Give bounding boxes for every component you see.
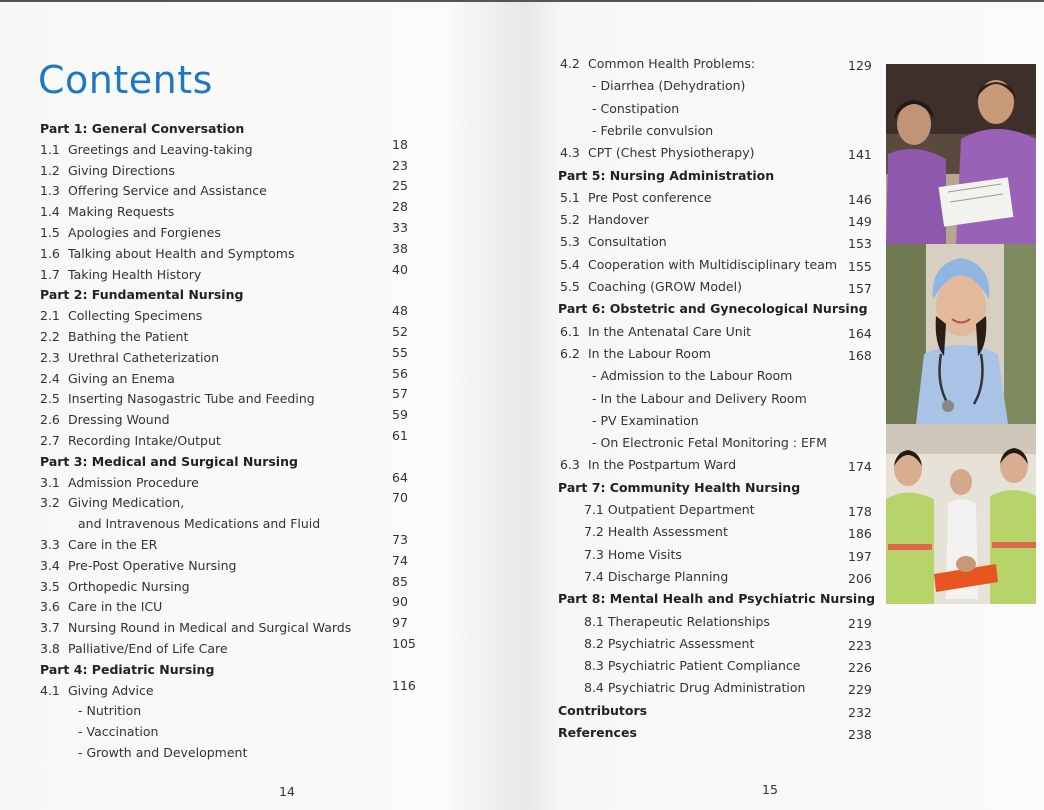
toc-entry-label: In the Postpartum Ward	[588, 457, 737, 473]
toc-entry-label: Coaching (GROW Model)	[588, 279, 742, 294]
toc-entry-label: Dressing Wound	[68, 412, 170, 428]
toc-page-number: 164	[848, 325, 872, 341]
toc-entry-label: Part 1: General Conversation	[40, 121, 245, 136]
toc-entry-number: 5.3	[560, 234, 580, 250]
toc-entry-label: 7.3 Home Visits	[584, 546, 682, 562]
page-number-right: 15	[762, 782, 778, 797]
toc-entry	[40, 142, 253, 157]
toc-entry-label: 7.1 Outpatient Department	[584, 502, 755, 517]
toc-entry	[584, 658, 800, 673]
toc-entry-number: 2.7	[40, 433, 60, 448]
toc-entry	[40, 225, 221, 240]
toc-entry-label: Pre Post conference	[588, 189, 712, 205]
toc-entry	[78, 724, 158, 739]
toc-page-number: 149	[848, 214, 872, 230]
toc-entry-label: Contributors	[558, 702, 648, 718]
toc-entry-label: Part 8: Mental Healh and Psychiatric Nursing	[558, 591, 876, 607]
toc-entry	[584, 614, 770, 629]
toc-entry-number: 3.3	[40, 537, 60, 552]
toc-entry-number: 3.6	[40, 599, 60, 615]
toc-entry-label: Collecting Specimens	[68, 308, 203, 324]
toc-entry	[40, 683, 154, 698]
toc-entry	[40, 267, 201, 282]
toc-entry	[560, 457, 736, 472]
toc-section-heading	[40, 121, 244, 136]
toc-entry	[40, 183, 267, 198]
toc-page-number: 85	[392, 573, 408, 589]
toc-entry-label: 7.4 Discharge Planning	[584, 568, 729, 584]
photo-nurses-stretcher	[886, 424, 1036, 604]
toc-entry-label: Giving Advice	[68, 682, 154, 698]
toc-entry-label: - Febrile convulsion	[592, 122, 714, 138]
toc-entry	[560, 234, 667, 249]
toc-entry-number: 5.1	[560, 189, 580, 205]
toc-entry-number: 4.2	[560, 56, 580, 71]
toc-page-number: 146	[848, 191, 872, 207]
toc-entry	[40, 620, 351, 635]
toc-page-number: 74	[392, 552, 408, 568]
toc-entry-number: 5.2	[560, 212, 580, 228]
toc-section-heading	[40, 454, 298, 469]
toc-entry-number: 2.2	[40, 329, 60, 344]
toc-page-number: 197	[848, 548, 872, 564]
toc-entry-label: Part 7: Community Health Nursing	[558, 479, 801, 495]
toc-page-number: 219	[848, 615, 872, 631]
toc-entry-number: 5.4	[560, 256, 580, 272]
toc-entry-label: and Intravenous Medications and Fluid	[78, 516, 321, 532]
toc-page-number: 40	[392, 261, 408, 277]
toc-entry-label: Part 2: Fundamental Nursing	[40, 287, 244, 303]
toc-entry	[584, 680, 805, 695]
toc-entry-label: Giving Directions	[68, 162, 175, 178]
toc-page-number: 56	[392, 365, 408, 381]
toc-entry-number: 1.4	[40, 204, 60, 220]
toc-entry-label: Nursing Round in Medical and Surgical Wards	[68, 620, 352, 636]
toc-entry-number: 3.8	[40, 641, 60, 656]
toc-entry-label: Greetings and Leaving-taking	[68, 141, 253, 157]
toc-entry	[592, 101, 679, 116]
toc-entry	[40, 579, 190, 594]
toc-entry	[40, 495, 184, 510]
toc-page-number: 232	[848, 704, 872, 720]
toc-entry-label: Making Requests	[68, 204, 175, 220]
toc-entry	[592, 78, 745, 93]
toc-entry-number: 1.3	[40, 183, 60, 199]
toc-page-number: 97	[392, 615, 408, 631]
toc-entry	[584, 524, 728, 539]
toc-entry-label: Pre-Post Operative Nursing	[68, 557, 237, 573]
toc-entry	[40, 433, 221, 448]
toc-page-number: 141	[848, 147, 872, 163]
toc-entry	[78, 703, 141, 718]
toc-page-number: 223	[848, 637, 872, 653]
toc-entry-label: Common Health Problems:	[588, 56, 756, 71]
toc-entry-number: 5.5	[560, 279, 580, 294]
right-page	[522, 0, 1044, 810]
toc-entry	[560, 145, 755, 160]
toc-page-number: 59	[392, 407, 408, 423]
toc-entry	[592, 391, 807, 406]
toc-page-number: 18	[392, 136, 408, 152]
toc-page-number: 178	[848, 504, 872, 519]
toc-entry-label: Offering Service and Assistance	[68, 183, 267, 199]
toc-entry	[592, 123, 713, 138]
toc-entry-number: 1.5	[40, 225, 60, 240]
toc-entry-label: In the Labour Room	[588, 345, 711, 361]
toc-entry-label: Orthopedic Nursing	[68, 578, 190, 594]
toc-entry-number: 1.1	[40, 141, 60, 157]
toc-page-number: 73	[392, 532, 408, 547]
toc-entry-label: Recording Intake/Output	[68, 433, 221, 448]
toc-entry	[40, 246, 294, 261]
toc-entry-label: 8.4 Psychiatric Drug Administration	[584, 680, 806, 696]
toc-entry-label: Part 4: Pediatric Nursing	[40, 661, 215, 677]
toc-entry	[40, 350, 219, 365]
toc-page-number: 90	[392, 594, 408, 610]
toc-entry-label: Apologies and Forgienes	[68, 225, 221, 240]
toc-entry-label: - PV Examination	[592, 412, 699, 428]
toc-section-heading	[40, 662, 214, 677]
photo-nurses-at-desk	[886, 64, 1036, 244]
toc-page-number: 70	[392, 490, 408, 506]
toc-page-number: 55	[392, 344, 408, 360]
toc-entry	[584, 502, 755, 517]
toc-page-number: 57	[392, 386, 408, 402]
toc-entry-label: 8.1 Therapeutic Relationships	[584, 613, 770, 629]
toc-entry-label: Handover	[588, 212, 649, 228]
toc-entry-label: Inserting Nasogastric Tube and Feeding	[68, 391, 315, 407]
toc-entry	[560, 190, 712, 205]
toc-entry-label: Consultation	[588, 234, 667, 250]
toc-entry-number: 1.6	[40, 245, 60, 261]
toc-section-heading	[40, 287, 243, 302]
toc-entry	[40, 641, 228, 656]
toc-section-heading	[558, 301, 868, 316]
toc-entry-label: Bathing the Patient	[68, 329, 189, 344]
toc-entry-number: 1.7	[40, 266, 60, 282]
toc-entry-label: Giving an Enema	[68, 370, 175, 386]
toc-entry-number: 2.3	[40, 349, 60, 365]
toc-page-number: 226	[848, 660, 872, 676]
toc-entry	[592, 435, 827, 450]
toc-entry-label: - Growth and Development	[78, 745, 248, 760]
toc-entry	[560, 324, 751, 339]
toc-section-heading	[558, 168, 774, 183]
toc-entry-number: 2.5	[40, 391, 60, 407]
toc-page-number: 174	[848, 459, 872, 475]
toc-entry-number: 2.4	[40, 370, 60, 386]
toc-page-number: 28	[392, 199, 408, 215]
toc-entry-label: - Admission to the Labour Room	[592, 368, 793, 384]
toc-entry-label: Care in the ICU	[68, 599, 163, 615]
toc-entry	[584, 636, 754, 651]
toc-entry	[584, 569, 728, 584]
toc-entry-number: 4.3	[560, 145, 580, 161]
toc-entry	[40, 371, 175, 386]
toc-entry-label: - In the Labour and Delivery Room	[592, 390, 807, 406]
toc-entry	[584, 547, 682, 562]
page-number-left: 14	[279, 784, 295, 799]
toc-entry	[40, 412, 170, 427]
toc-entry-label: - Nutrition	[78, 703, 142, 719]
toc-page-number: 168	[848, 347, 872, 363]
toc-page-number: 206	[848, 570, 872, 586]
photo-nurse-portrait	[886, 244, 1036, 424]
contents-title: Contents	[38, 58, 213, 102]
toc-page-number: 105	[392, 636, 416, 651]
toc-entry-number: 4.1	[40, 682, 60, 698]
toc-entry-label: References	[558, 725, 637, 740]
toc-page-number: 157	[848, 281, 872, 296]
toc-page-number: 153	[848, 236, 872, 252]
toc-entry	[592, 368, 792, 383]
toc-page-number: 64	[392, 469, 408, 485]
toc-entry-number: 3.2	[40, 495, 60, 511]
toc-entry	[560, 279, 742, 294]
toc-page-number: 23	[392, 157, 408, 173]
toc-entry-label: Part 3: Medical and Surgical Nursing	[40, 453, 298, 469]
top-edge	[0, 0, 522, 2]
toc-page-number: 52	[392, 324, 408, 339]
toc-page-number: 238	[848, 727, 872, 742]
toc-entry	[40, 537, 157, 552]
toc-entry-label: CPT (Chest Physiotherapy)	[588, 145, 755, 161]
toc-entry-label: - Constipation	[592, 100, 680, 116]
toc-page-number: 48	[392, 303, 408, 319]
toc-entry	[40, 475, 199, 490]
toc-entry-label: Palliative/End of Life Care	[68, 641, 228, 656]
toc-entry-label: Part 6: Obstetric and Gynecological Nursing	[558, 301, 868, 317]
toc-page-number: 155	[848, 258, 872, 274]
toc-page-number: 116	[392, 677, 416, 693]
toc-entry-label: 8.2 Psychiatric Assessment	[584, 635, 755, 651]
toc-entry-label: Giving Medication,	[68, 495, 185, 511]
toc-entry-number: 1.2	[40, 162, 60, 178]
toc-entry	[560, 257, 837, 272]
toc-section-heading	[558, 480, 800, 495]
toc-entry-number: 2.6	[40, 412, 60, 428]
toc-page-number: 229	[848, 682, 872, 698]
toc-entry-label: 7.2 Health Assessment	[584, 524, 728, 540]
toc-entry	[40, 599, 162, 614]
toc-page-number: 61	[392, 428, 408, 443]
toc-entry-label: Cooperation with Multidisciplinary team	[588, 256, 838, 272]
toc-section-heading	[558, 725, 637, 740]
toc-page-number: 38	[392, 240, 408, 256]
toc-page-number: 33	[392, 220, 408, 235]
toc-entry	[560, 56, 755, 71]
toc-entry-label: 8.3 Psychiatric Patient Compliance	[584, 658, 801, 674]
toc-section-heading	[558, 591, 875, 606]
toc-entry-label: Care in the ER	[68, 537, 158, 552]
toc-entry	[40, 329, 188, 344]
toc-entry	[40, 204, 174, 219]
toc-entry-label: - On Electronic Fetal Monitoring : EFM	[592, 435, 827, 451]
toc-entry	[78, 745, 247, 760]
toc-entry	[78, 516, 320, 531]
toc-entry	[40, 391, 315, 406]
toc-entry	[560, 346, 711, 361]
toc-entry-number: 3.1	[40, 474, 60, 490]
toc-entry-label: Taking Health History	[68, 266, 202, 282]
toc-entry-number: 2.1	[40, 308, 60, 324]
toc-entry-label: In the Antenatal Care Unit	[588, 323, 752, 339]
toc-entry-label: - Vaccination	[78, 724, 159, 740]
toc-page-number: 25	[392, 178, 408, 194]
toc-entry-number: 6.1	[560, 323, 580, 339]
top-edge	[522, 0, 1044, 2]
toc-entry-label: Talking about Health and Symptoms	[68, 245, 295, 261]
toc-entry	[40, 308, 202, 323]
toc-entry-label: Urethral Catheterization	[68, 349, 220, 365]
toc-entry-label: - Diarrhea (Dehydration)	[592, 78, 746, 94]
toc-entry	[40, 558, 236, 573]
toc-entry-number: 6.2	[560, 345, 580, 361]
toc-entry-label: Part 5: Nursing Administration	[558, 167, 775, 183]
toc-page-number: 129	[848, 58, 872, 73]
toc-entry-label: Admission Procedure	[68, 474, 199, 490]
toc-section-heading	[558, 703, 647, 718]
toc-entry	[592, 413, 699, 428]
toc-entry-number: 3.7	[40, 620, 60, 636]
toc-entry-number: 3.4	[40, 557, 60, 573]
toc-entry-number: 6.3	[560, 457, 580, 473]
toc-entry-number: 3.5	[40, 578, 60, 594]
toc-entry	[40, 163, 175, 178]
toc-page-number: 186	[848, 526, 872, 542]
toc-entry	[560, 212, 649, 227]
